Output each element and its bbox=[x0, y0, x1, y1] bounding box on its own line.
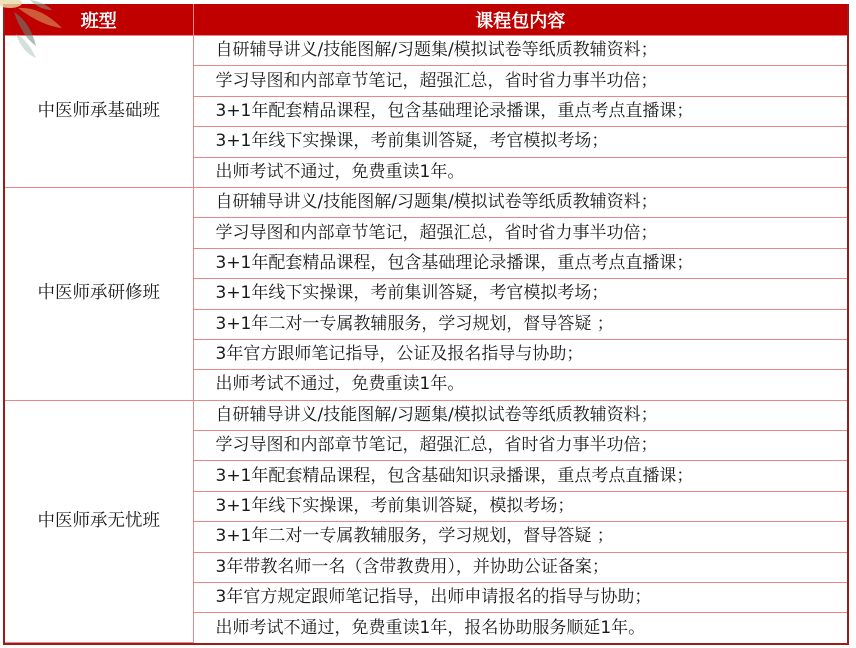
column-header-package-content: 课程包内容 bbox=[193, 4, 847, 36]
table-row bbox=[5, 36, 847, 66]
package-item: 3年官方跟师笔记指导，公证及报名指导与协助； bbox=[193, 339, 847, 369]
package-item: 3年官方规定跟师笔记指导，出师申请报名的指导与协助； bbox=[193, 583, 847, 613]
package-item: 3+1年线下实操课，考前集训答疑，考官模拟考场； bbox=[193, 127, 847, 157]
package-item: 3+1年二对一专属教辅服务，学习规划，督导答疑 ； bbox=[193, 522, 847, 552]
package-item: 3+1年线下实操课，考前集训答疑，考官模拟考场； bbox=[193, 279, 847, 309]
class-name-basic: 中医师承基础班 bbox=[5, 36, 193, 188]
package-item: 出师考试不通过，免费重读1年。 bbox=[193, 157, 847, 187]
package-item: 3+1年线下实操课，考前集训答疑，模拟考场； bbox=[193, 491, 847, 521]
package-item: 学习导图和内部章节笔记，超强汇总，省时省力事半功倍； bbox=[193, 218, 847, 248]
table-row bbox=[5, 400, 847, 430]
class-name-advanced: 中医师承研修班 bbox=[5, 187, 193, 400]
package-item: 3年带教名师一名（含带教费用），并协助公证备案； bbox=[193, 552, 847, 582]
package-item: 自研辅导讲义/技能图解/习题集/模拟试卷等纸质教辅资料； bbox=[193, 36, 847, 66]
course-package-table bbox=[3, 4, 849, 645]
package-item: 自研辅导讲义/技能图解/习题集/模拟试卷等纸质教辅资料； bbox=[193, 400, 847, 430]
course-table bbox=[5, 4, 847, 643]
column-header-class-type: 班型 bbox=[5, 4, 193, 36]
table-header-row bbox=[5, 4, 847, 36]
package-item: 学习导图和内部章节笔记，超强汇总，省时省力事半功倍； bbox=[193, 431, 847, 461]
package-item: 3+1年二对一专属教辅服务，学习规划，督导答疑 ； bbox=[193, 309, 847, 339]
package-item: 3+1年配套精品课程，包含基础理论录播课，重点考点直播课； bbox=[193, 96, 847, 126]
package-item: 自研辅导讲义/技能图解/习题集/模拟试卷等纸质教辅资料； bbox=[193, 187, 847, 217]
package-item: 出师考试不通过，免费重读1年，报名协助服务顺延1年。 bbox=[193, 613, 847, 643]
package-item: 出师考试不通过，免费重读1年。 bbox=[193, 370, 847, 400]
package-item: 3+1年配套精品课程，包含基础知识录播课，重点考点直播课； bbox=[193, 461, 847, 491]
class-name-worry-free: 中医师承无忧班 bbox=[5, 400, 193, 643]
table-row bbox=[5, 187, 847, 217]
package-item: 学习导图和内部章节笔记，超强汇总，省时省力事半功倍； bbox=[193, 66, 847, 96]
package-item: 3+1年配套精品课程，包含基础理论录播课，重点考点直播课； bbox=[193, 248, 847, 278]
